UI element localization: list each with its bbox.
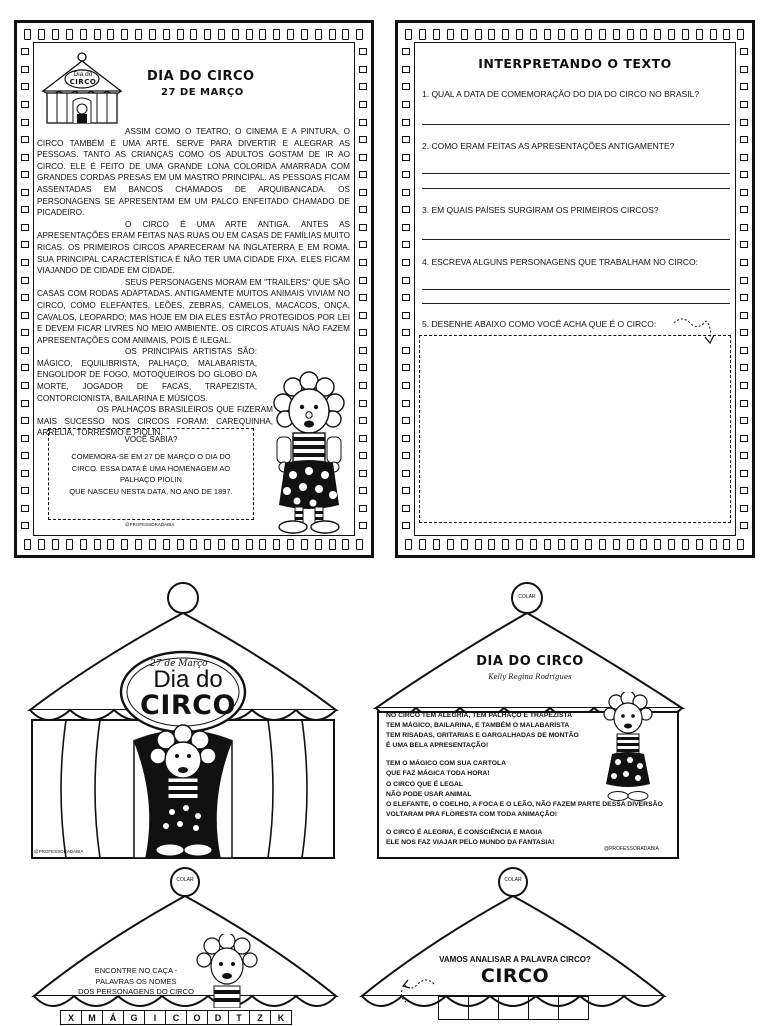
poem-line: O CIRCO É ALEGRIA, É CONSCIÊNCIA E MAGIA (386, 828, 543, 836)
logo-badge-line1: Dia do (73, 71, 93, 78)
instruction-line: PALAVRAS OS NOMES (95, 976, 177, 986)
letter-box[interactable] (558, 996, 589, 1020)
border-strip-right (356, 43, 370, 535)
poem-title: DIA DO CIRCO (476, 654, 584, 669)
question-1: 1. QUAL A DATA DE COMEMORAÇÃO DO DIA DO CIRCO NO BRASIL? (422, 89, 700, 99)
letter-box[interactable] (528, 996, 559, 1020)
colar-label: COLAR (518, 594, 536, 600)
box-title: VOCÊ SABIA? (124, 435, 178, 444)
page-title: DIA DO CIRCO (147, 69, 255, 84)
colar-label: COLAR (504, 877, 522, 883)
page-title: INTERPRETANDO O TEXTO (478, 56, 672, 71)
box-line: CIRCO. ESSA DATA É UMA HOMENAGEM AO (71, 463, 231, 473)
colar-label: COLAR (176, 877, 194, 883)
poem-line: ELE NOS FAZ VIAJAR PELO MUNDO DA FANTASIA! (386, 839, 555, 847)
border-strip-top (17, 25, 371, 43)
paragraph: SEUS PERSONAGENS MORAM EM "TRAILERS" QUE SÃO CASAS COM RODAS ADAPTADAS. ANTIGAMENTE MUITOS ANIMAIS VIVIAM NO CIRCO, COMO ELEFANTES, LEÕES, ZEBRAS, CAMELOS, MACACOS, ONÇA, CAVALOS, LEOPARDO; MAS HOJE EM DIA ELES ESTÃO PROTEGIDOS POR LEI E DEVEM FICAR LIVRES NO MEIO AMBIENTE. OS CIRCOS ATUAIS NÃO FAZEM APRESENTAÇÕES COM ANIMAIS, POIS É ILEGAL. (37, 277, 350, 345)
paragraph: OS PALHAÇOS BRASILEIROS QUE FIZERAM MAIS SUCESSO NOS CIRCOS FORAM: CAREQUINHA, ARRELIA, TORRESMO E PIOLIN. (37, 405, 273, 438)
box-line: PALHAÇO PIOLIN (120, 475, 182, 484)
drawing-area[interactable] (419, 335, 731, 523)
poem-line: VOLTARAM PRA FLORESTA COM TODA ANIMAÇÃO! (386, 810, 558, 818)
poem-line: NÃO PODE USAR ANIMAL (386, 790, 472, 798)
cover-title-line1: Dia do (153, 666, 223, 693)
grid-letter[interactable]: Z (249, 1010, 271, 1025)
grid-letter[interactable]: X (60, 1010, 82, 1025)
question-2: 2. COMO ERAM FEITAS AS APRESENTAÇÕES ANTIGAMENTE? (422, 141, 675, 151)
poem-line: O CIRCO QUE É LEGAL (386, 780, 464, 788)
poem-line: NO CIRCO TEM ALEGRIA, TEM PALHAÇO E TRAPEZISTA (386, 712, 573, 719)
grid-letter[interactable]: K (270, 1010, 292, 1025)
answer-line[interactable] (422, 188, 730, 189)
grid-letter[interactable]: D (207, 1010, 229, 1025)
letter-box[interactable] (468, 996, 499, 1020)
border-strip-top (398, 25, 752, 43)
cover-title-line2: CIRCO (140, 690, 236, 721)
border-strip-right (737, 43, 751, 535)
letter-box[interactable] (498, 996, 529, 1020)
poem-author: Kelly Regina Rodrigues (488, 673, 572, 681)
grid-letter[interactable]: T (228, 1010, 250, 1025)
answer-line[interactable] (422, 303, 730, 304)
box-line: QUE NASCEU NESTA DATA, NO ANO DE 1897. (69, 486, 233, 496)
answer-line[interactable] (422, 289, 730, 290)
poem-line: TEM O MÁGICO COM SUA CARTOLA (386, 760, 507, 768)
worksheet-page-2 (395, 20, 755, 558)
question-5: 5. DESENHE ABAIXO COMO VOCÊ ACHA QUE É O CIRCO: (422, 319, 657, 329)
grid-letter[interactable]: C (165, 1010, 187, 1025)
wordsearch-grid (60, 1008, 291, 1026)
paragraph: O CIRCO É UMA ARTE ANTIGA. ANTES AS APRESENTAÇÕES ERAM FEITAS NAS RUAS OU EM CASAS DE FAMÍLIAS MUITO RICAS. OS PRIMEIROS CIRCOS APARECERAM NA INGLATERRA E EM ROMA. SUA PRINCIPAL CARACTERÍSTICA É NÃO TER UMA CIDADE FIXA. ELES FICAM VIAJANDO DE CIDADE EM CIDADE. (37, 219, 351, 276)
wordsearch-instruction (62, 966, 210, 998)
poem-line: O ELEFANTE, O COELHO, A FOCA E O LEÃO, NÃO FAZEM PARTE DESSA DIVERSÃO (386, 800, 663, 808)
poem-line: TEM RISADAS, GRITARIAS E GARGALHADAS DE MONTÃO (386, 732, 579, 740)
did-you-know-box (48, 428, 254, 520)
question-4: 4. ESCREVA ALGUNS PERSONAGENS QUE TRABALHAM NO CIRCO: (422, 257, 699, 267)
clown-illustration (263, 371, 355, 535)
question-3: 3. EM QUAIS PAÍSES SURGIRAM OS PRIMEIROS CIRCOS? (422, 205, 659, 215)
answer-line[interactable] (422, 173, 730, 174)
grid-letter[interactable]: M (81, 1010, 103, 1025)
grid-letter[interactable]: G (123, 1010, 145, 1025)
analyze-question: VAMOS ANALISAR A PALAVRA CIRCO? (439, 955, 591, 964)
border-strip-left (399, 43, 413, 535)
poem-line: É UMA BELA APRESENTAÇÃO! (386, 742, 489, 750)
instruction-line: DOS PERSONAGENS DO CIRCO (78, 987, 194, 996)
poem-line: TEM MÁGICO, BAILARINA, E TAMBÉM O MALABARISTA (386, 722, 570, 730)
cover-credit: @PROFESSORADABIA (34, 849, 84, 854)
letter-box[interactable] (438, 996, 469, 1020)
arrow-icon (398, 976, 438, 1006)
grid-letter[interactable]: I (144, 1010, 166, 1025)
answer-line[interactable] (422, 239, 730, 240)
answer-line[interactable] (422, 124, 730, 125)
paragraph: ASSIM COMO O TEATRO, O CINEMA E A PINTURA, O CIRCO TAMBÉM É UMA ARTE. SERVE PARA DIVERTIR E ALEGRAR AS PESSOAS. TANTO AS CRIANÇAS COMO OS ADULTOS GOSTAM DE IR AO CIRCO. ELE É FEITO DE UMA GRANDE LONA COLORIDA AMARRADA COM GRANDES CORDAS PRESAS EM UM MASTRO PRINCIPAL. AS PESSOAS FICAM ASSENTADAS EM BANCOS CHAMADOS DE ARQUIBANCADA. OS PERSONAGENS SE APRESENTAM EM UM PALCO ENFEITADO CHAMADO DE PICADEIRO. (37, 127, 350, 218)
logo-badge-line2: CIRCO (69, 78, 97, 86)
grid-letter[interactable]: Á (102, 1010, 124, 1025)
border-strip-bottom (17, 535, 371, 553)
wordsearch-tent (28, 866, 342, 1024)
credit: @PROFESSORADABIA (125, 522, 175, 527)
border-strip-bottom (398, 535, 752, 553)
grid-letter[interactable]: O (186, 1010, 208, 1025)
cover-date: 27 de Março (150, 659, 208, 669)
letter-boxes (438, 996, 588, 1025)
clown-illustration (192, 934, 262, 1008)
box-line: COMEMORA-SE EM 27 DE MARÇO O DIA DO (71, 452, 231, 461)
analyze-word: CIRCO (480, 965, 550, 987)
poem-credit: @PROFESSORADABIA (604, 846, 659, 852)
paragraph: OS PRINCIPAIS ARTISTAS SÃO: MÁGICO, EQUILIBRISTA, PALHAÇO, MALABARISTA, ENGOLIDOR DE FOGO, MOTOQUEIROS DO GLOBO DA MORTE, JOGADOR DE FACAS, TRAPEZISTA, CONTORCIONISTA, BAILARINA E MÚSICOS. (37, 347, 257, 403)
poem-line: QUE FAZ MÁGICA TODA HORA! (386, 770, 490, 778)
border-strip-left (18, 43, 32, 535)
clown-illustration (598, 692, 658, 804)
instruction-line: ENCONTRE NO CAÇA - (94, 966, 178, 975)
circus-tent-logo (39, 51, 125, 127)
worksheet-page-1 (14, 20, 374, 558)
page-subtitle: 27 DE MARÇO (161, 87, 244, 98)
